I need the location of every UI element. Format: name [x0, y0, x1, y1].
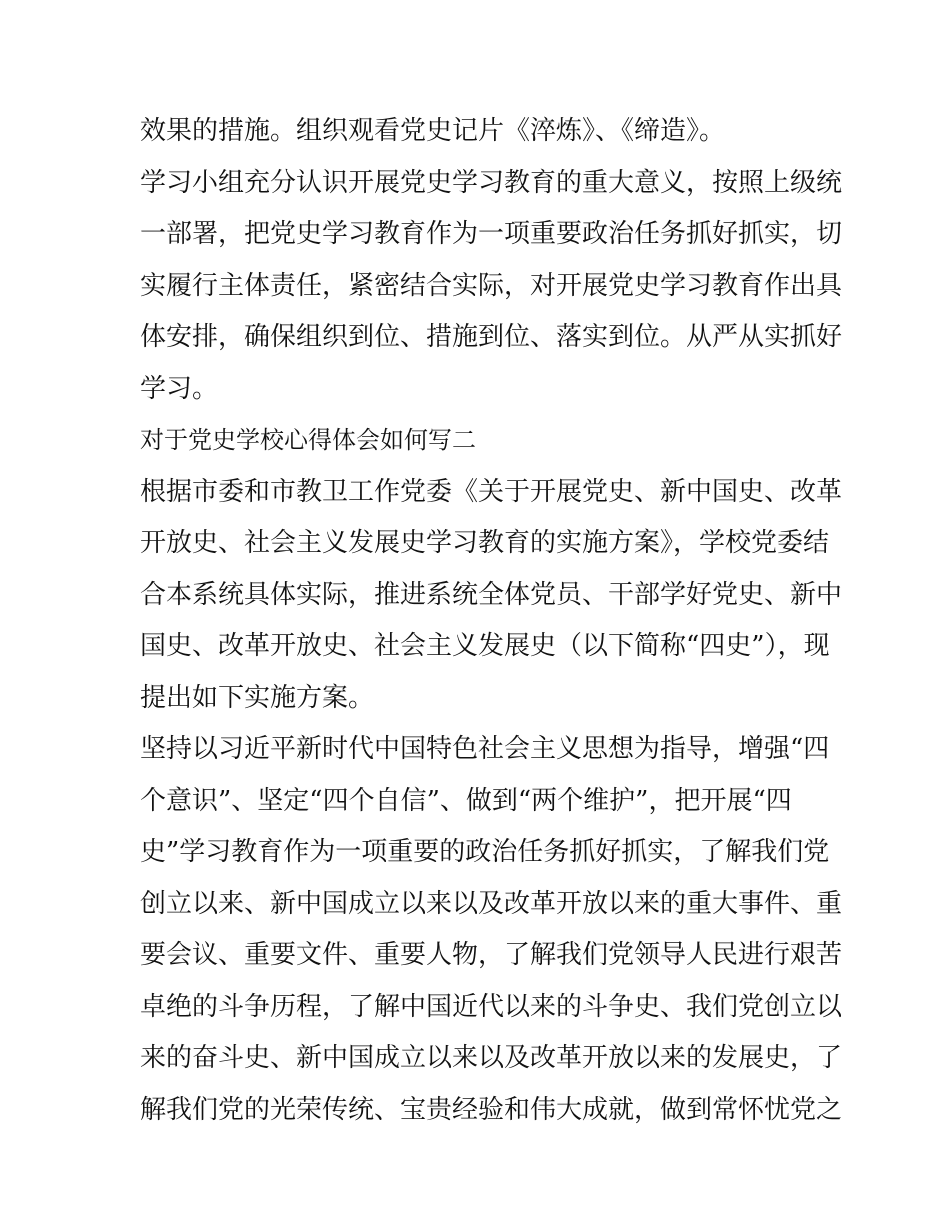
- text-line: 解我们党的光荣传统、宝贵经验和伟大成就，做到常怀忧党之: [140, 1094, 843, 1125]
- text-line: 学习小组充分认识开展党史学习教育的重大意义，按照上级统: [140, 167, 843, 198]
- text-line: 坚持以习近平新时代中国特色社会主义思想为指导，增强“四: [140, 734, 830, 764]
- text-line: 要会议、重要文件、重要人物，了解我们党领导人民进行艰苦: [140, 940, 843, 970]
- document-body: [140, 106, 843, 1136]
- text-line: 开放史、社会主义发展史学习教育的实施方案》，学校党委结: [140, 528, 830, 558]
- text-line: 国史、改革开放史、社会主义发展史（以下简称“四史”），现: [140, 631, 830, 661]
- section-heading: 对于党史学校心得体会如何写二: [140, 426, 476, 454]
- text-line: 根据市委和市教卫工作党委《关于开展党史、新中国史、改革: [140, 476, 843, 507]
- text-line: 实履行主体责任，紧密结合实际，对开展党史学习教育作出具: [140, 270, 843, 301]
- text-line: 体安排，确保组织到位、措施到位、落实到位。从严从实抓好: [140, 322, 843, 352]
- text-line: 史”学习教育作为一项重要的政治任务抓好抓实，了解我们党: [140, 837, 830, 867]
- text-line: 提出如下实施方案。: [140, 682, 375, 713]
- text-line: 效果的措施。组织观看党史记片《淬炼》、《缔造》。: [140, 116, 726, 146]
- text-line: 合本系统具体实际，推进系统全体党员、干部学好党史、新中: [140, 579, 843, 610]
- text-line: 卓绝的斗争历程，了解中国近代以来的斗争史、我们党创立以: [140, 991, 843, 1022]
- text-line: 个意识”、坚定“四个自信”、做到“两个维护”，把开展“四: [140, 785, 792, 816]
- text-line: 创立以来、新中国成立以来以及改革开放以来的重大事件、重: [140, 888, 843, 919]
- text-line: 来的奋斗史、新中国成立以来以及改革开放以来的发展史，了: [140, 1043, 843, 1073]
- text-line: 一部署，把党史学习教育作为一项重要政治任务抓好抓实，切: [140, 219, 843, 249]
- text-line: 学习。: [140, 373, 219, 404]
